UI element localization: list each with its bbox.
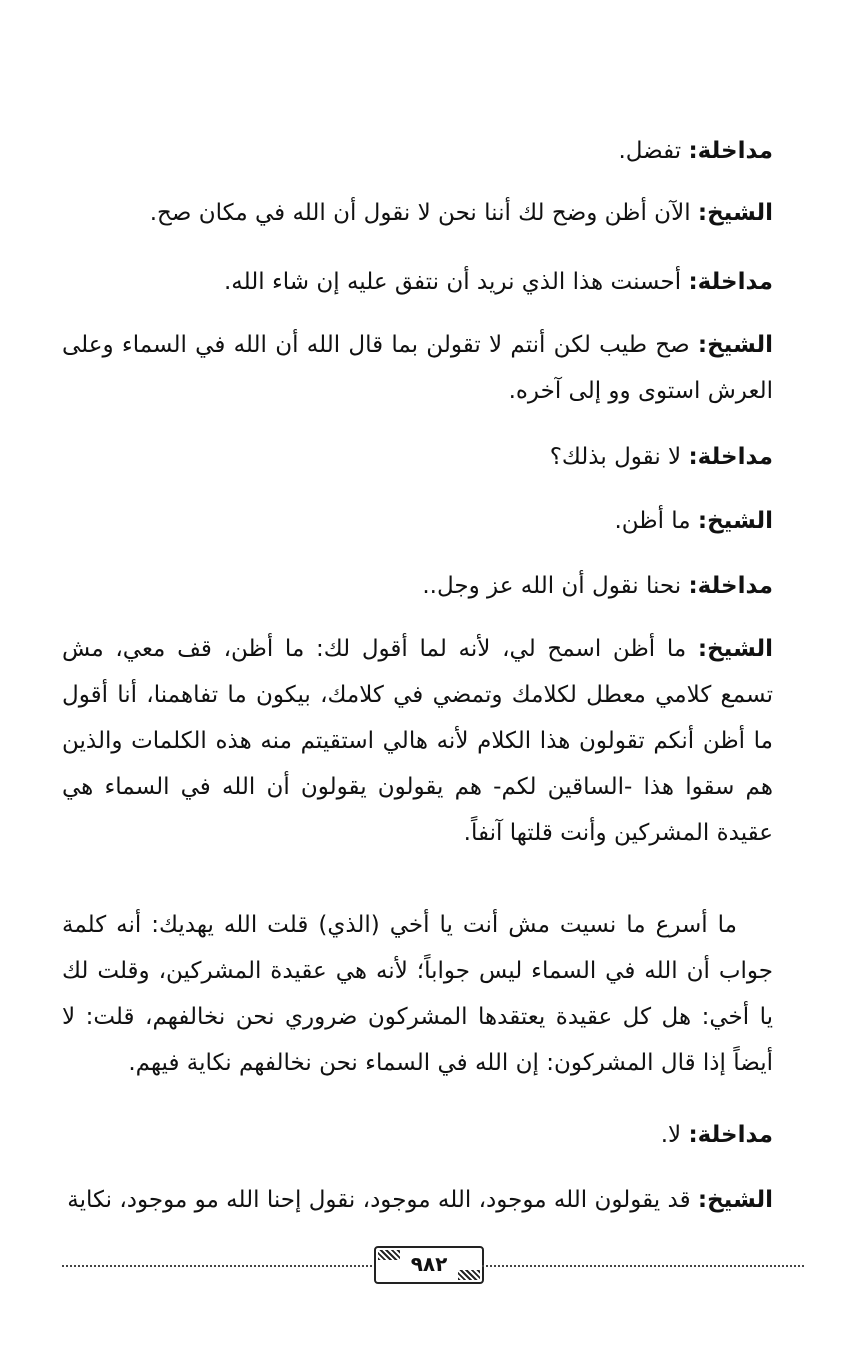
- speaker-label: مداخلة:: [688, 138, 773, 164]
- paragraph: [62, 1177, 773, 1223]
- speaker-label: الشيخ:: [697, 508, 773, 534]
- paragraph-text: قد يقولون الله موجود، الله موجود، نقول إحنا الله مو موجود، نكاية: [67, 1187, 698, 1213]
- footer-divider: [62, 1265, 372, 1267]
- page-footer: [62, 1240, 804, 1290]
- speaker-label: الشيخ:: [697, 200, 773, 226]
- speaker-label: الشيخ:: [697, 636, 773, 662]
- paragraph: [62, 1112, 773, 1158]
- paragraph-text: أحسنت هذا الذي نريد أن نتفق عليه إن شاء الله.: [223, 269, 689, 295]
- paragraph-text: لا.: [660, 1122, 689, 1148]
- speaker-label: مداخلة:: [688, 269, 773, 295]
- page-number: ٩٨٢: [410, 1252, 448, 1276]
- paragraph: [62, 563, 773, 609]
- paragraph-text: الآن أظن وضح لك أننا نحن لا نقول أن الله في مكان صح.: [149, 200, 698, 226]
- paragraph-text: لا نقول بذلك؟: [549, 444, 689, 470]
- paragraph-text: ما أظن.: [614, 508, 698, 534]
- speaker-label: مداخلة:: [688, 1122, 773, 1148]
- paragraph: [62, 902, 773, 1086]
- paragraph: [62, 626, 773, 856]
- paragraph-text: صح طيب لكن أنتم لا تقولن بما قال الله أن الله في السماء وعلى العرش استوى وو إلى آخره.: [62, 332, 773, 404]
- speaker-label: الشيخ:: [697, 332, 773, 358]
- paragraph: [62, 128, 773, 174]
- speaker-label: مداخلة:: [688, 444, 773, 470]
- paragraph-text: ما أظن اسمح لي، لأنه لما أقول لك: ما أظن، قف معي، مش تسمع كلامي معطل لكلامك وتمضي في كلامك، بيكون ما تفاهمنا، أنا أقول ما أظن أنكم تقولون هذا الكلام لأنه هالي استقيتم منه هذه الكلمات والذين هم سقوا هذا -الساقين لكم- هم يقولون يقولون أن الله في السماء هي عقيدة المشركين وأنت قلتها آنفاً.: [62, 636, 773, 846]
- speaker-label: مداخلة:: [688, 573, 773, 599]
- paragraph-text: ما أسرع ما نسيت مش أنت يا أخي (الذي) قلت الله يهديك: أنه كلمة جواب أن الله في السماء ليس جواباً؛ لأنه هي عقيدة المشركين، وقلت لك يا أخي: هل كل عقيدة يعتقدها المشركون ضروري نحن نخالفهم، قلت: لا أيضاً إذا قال المشركون: إن الله في السماء نحن نخالفهم نكاية فيهم.: [62, 912, 773, 1076]
- footer-divider: [482, 1265, 804, 1267]
- paragraph: [62, 322, 773, 414]
- page-number-frame: [374, 1246, 484, 1284]
- speaker-label: الشيخ:: [697, 1187, 773, 1213]
- paragraph: [62, 190, 773, 236]
- paragraph: [62, 434, 773, 480]
- paragraph: [62, 498, 773, 544]
- paragraph: [62, 259, 773, 305]
- paragraph-text: تفضل.: [618, 138, 689, 164]
- paragraph-text: نحنا نقول أن الله عز وجل..: [422, 573, 689, 599]
